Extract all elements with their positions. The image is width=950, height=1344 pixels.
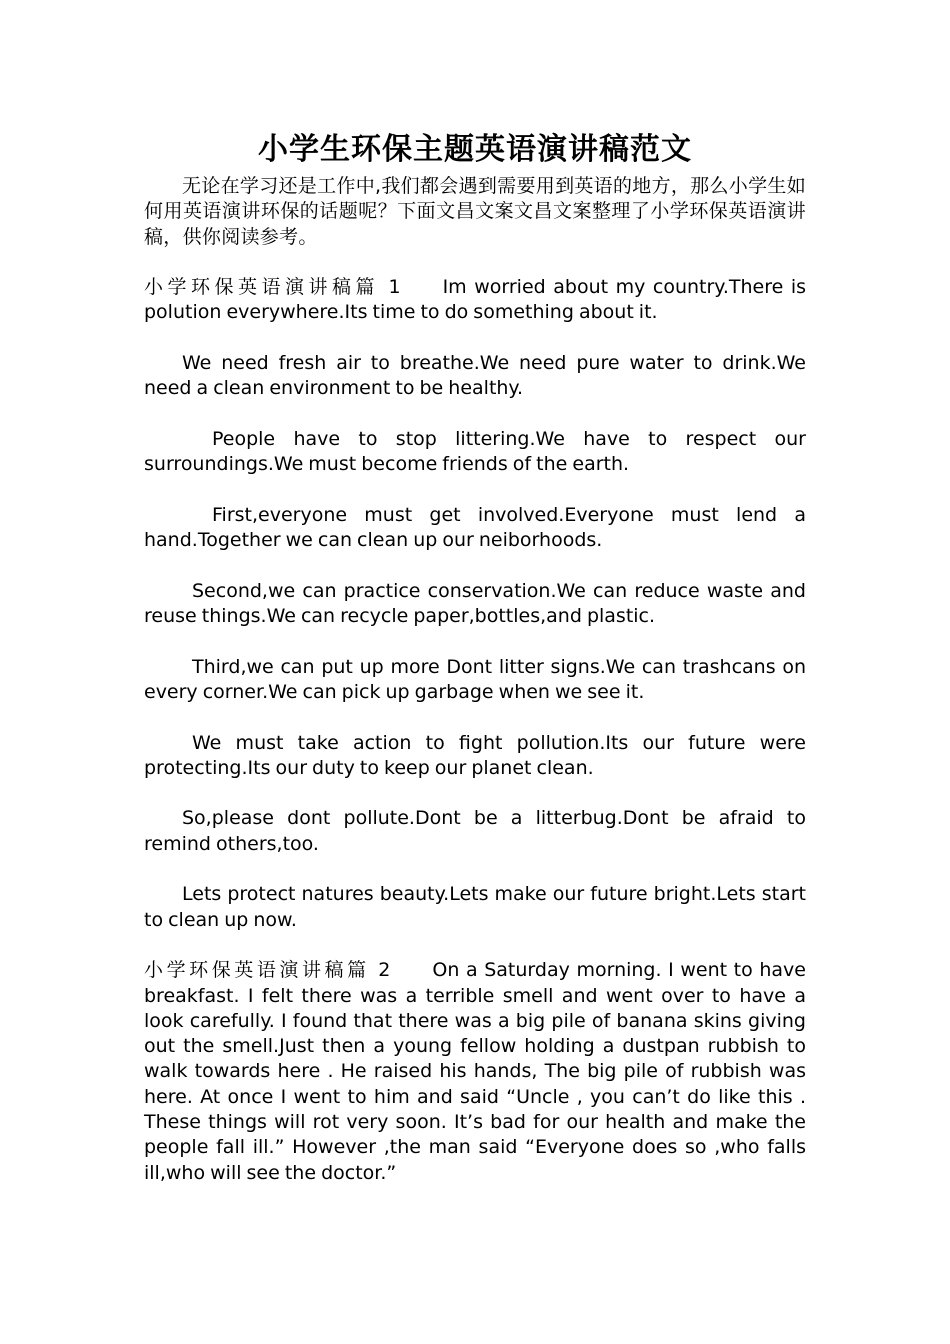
- section1-paragraph: Lets protect natures beauty.Lets make our future bright.Lets start to clean up now.: [144, 883, 806, 931]
- section1-first-paragraph: [144, 275, 806, 326]
- section2-first-text: On a Saturday morning. I went to have breakfast. I felt there was a terrible smell and went over to have a look carefully. I found that there was a big pile of banana skins giving out the smell.Just then a young fellow holding a dustpan rubbish to walk towards here . He raised his hands, The big pile of rubbish was here. At once I went to him and said “Uncle , you can’t do like this . These things will rot very soon. It’s bad for our health and make the people fall ill.” However ,the man said “Everyone does so ,who falls ill,who will see the doctor.”: [144, 959, 806, 1184]
- section1-paragraph: Second,we can practice conservation.We can reduce waste and reuse things.We can recycle paper,bottles,and plastic.: [144, 579, 806, 628]
- section1-paragraph: First,everyone must get involved.Everyone must lend a hand.Together we can clean up our neiborhoods.: [144, 503, 806, 552]
- section2-label: 小学环保英语演讲稿篇 2: [144, 959, 393, 982]
- section1-paragraph: People have to stop littering.We have to respect our surroundings.We must become friends of the earth.: [144, 427, 806, 476]
- section1-label: 小学环保英语演讲稿篇 1: [144, 276, 403, 299]
- section2-first-paragraph: [144, 958, 806, 1186]
- section1-paragraph: We must take action to fight pollution.Its our future were protecting.Its our duty to keep our planet clean.: [144, 731, 806, 779]
- intro-paragraph: 无论在学习还是工作中,我们都会遇到需要用到英语的地方，那么小学生如何用英语演讲环保的话题呢？下面文昌文案文昌文案整理了小学环保英语演讲稿，供你阅读参考。: [144, 175, 806, 248]
- document-page: [144, 128, 806, 1211]
- section1-paragraph: Third,we can put up more Dont litter signs.We can trashcans on every corner.We can pick up garbage when we see it.: [144, 655, 806, 703]
- section1-first-text: Im worried about my country.There is polution everywhere.Its time to do something about it.: [144, 276, 807, 324]
- document-title: 小学生环保主题英语演讲稿范文: [258, 132, 692, 167]
- section1-paragraph: So,please dont pollute.Dont be a litterbug.Dont be afraid to remind others,too.: [144, 807, 806, 855]
- section1-paragraph: We need fresh air to breathe.We need pure water to drink.We need a clean environment to be healthy.: [144, 352, 806, 400]
